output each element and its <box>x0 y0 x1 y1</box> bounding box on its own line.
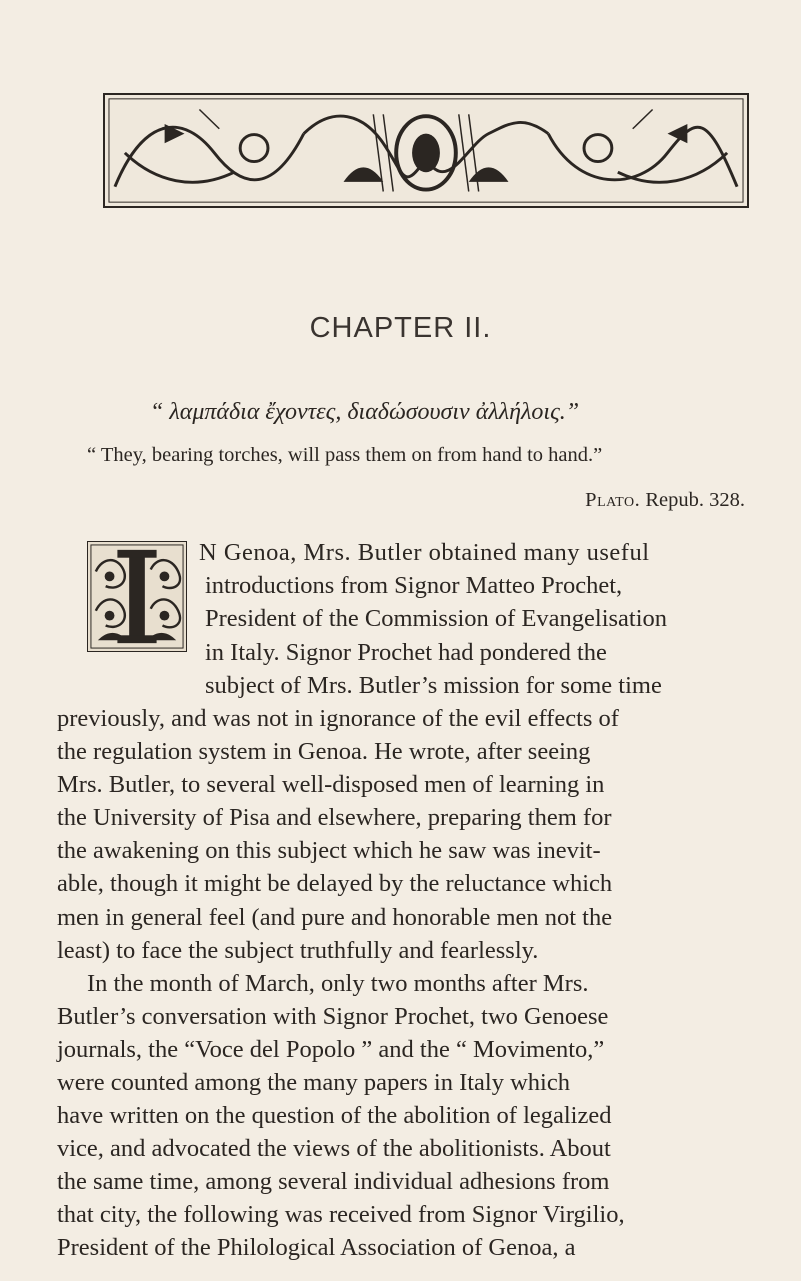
epigraph-greek: “ λαμπάδια ἔχοντες, διαδώσουσιν ἀλλήλοις.” <box>150 399 580 425</box>
body-line-8: Mrs. Butler, to several well-disposed men of learning in <box>57 771 605 798</box>
body-line-10: the awakening on this subject which he saw was inevit- <box>57 837 601 864</box>
body-line-14: In the month of March, only two months after Mrs. <box>87 970 589 997</box>
body-line-13: least) to face the subject truthfully and fearlessly. <box>57 937 539 964</box>
body-line-3: President of the Commission of Evangelisation <box>205 605 668 632</box>
body-line-5: subject of Mrs. Butler’s mission for some time <box>205 672 662 699</box>
decorated-initial-I-icon <box>87 541 187 652</box>
body-line-9: the University of Pisa and elsewhere, preparing them for <box>57 804 612 831</box>
body-line-2: introductions from Signor Matteo Prochet, <box>205 572 623 599</box>
ornamental-headpiece-icon <box>103 93 749 208</box>
body-line-6: previously, and was not in ignorance of the evil effects of <box>57 705 619 732</box>
body-line-15: Butler’s conversation with Signor Prochet, two Genoese <box>57 1003 609 1030</box>
chapter-title: CHAPTER II. <box>309 312 492 344</box>
body-line-17: were counted among the many papers in Italy which <box>57 1069 570 1096</box>
epigraph-source <box>585 489 745 512</box>
body-line-20: the same time, among several individual adhesions from <box>57 1168 610 1195</box>
body-line-21: that city, the following was received from Signor Virgilio, <box>57 1201 625 1228</box>
body-line-18: have written on the question of the abolition of legalized <box>57 1102 612 1129</box>
epigraph-english: “ They, bearing torches, will pass them on from hand to hand.” <box>87 444 603 466</box>
body-line-7: the regulation system in Genoa. He wrote, after seeing <box>57 738 591 765</box>
body-line-11: able, though it might be delayed by the reluctance which <box>57 870 613 897</box>
body-line-1: N Genoa, Mrs. Butler obtained many useful <box>199 539 650 566</box>
body-line-12: men in general feel (and pure and honorable men not the <box>57 904 613 931</box>
epigraph-source-ref: Repub. 328. <box>645 489 745 511</box>
body-line-22: President of the Philological Association of Genoa, a <box>57 1234 576 1261</box>
body-line-4: in Italy. Signor Prochet had pondered the <box>205 639 607 666</box>
body-line-16: journals, the “Voce del Popolo ” and the “ Movimento,” <box>57 1036 605 1063</box>
epigraph-source-author: Plato. <box>585 489 641 511</box>
body-line-19: vice, and advocated the views of the abolitionists. About <box>57 1135 611 1162</box>
